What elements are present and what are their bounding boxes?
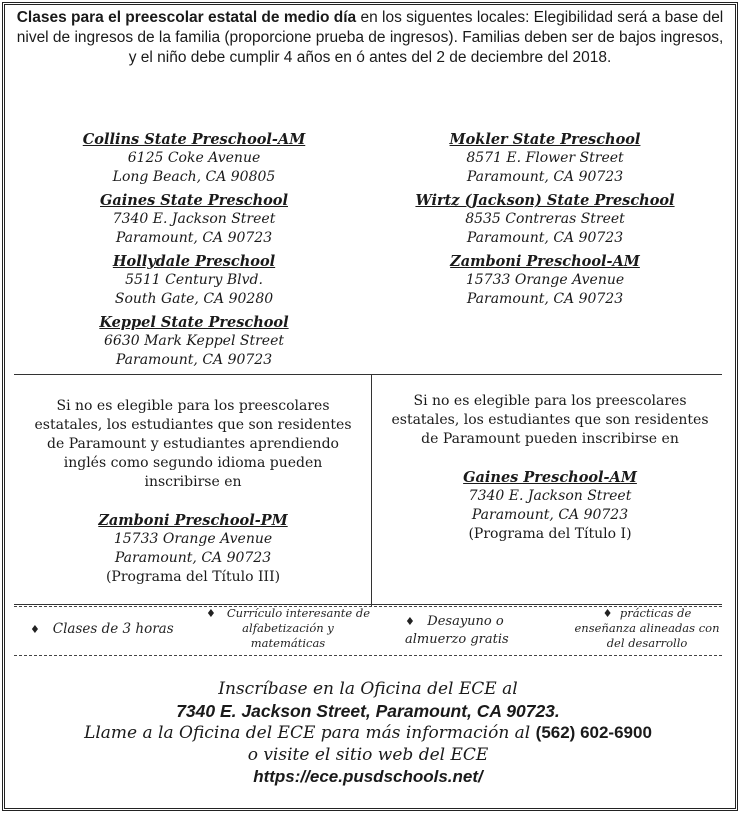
feature-text: Desayuno o almuerzo gratis bbox=[405, 614, 509, 647]
location-street: 6125 Coke Avenue bbox=[127, 150, 261, 166]
location-name: Hollydale Preschool bbox=[112, 253, 276, 270]
location-street: 7340 E. Jackson Street bbox=[112, 211, 276, 227]
feature-practices bbox=[572, 606, 722, 651]
location-entry bbox=[385, 191, 705, 248]
divider-vertical bbox=[371, 374, 372, 606]
footer-url-link[interactable]: https://ece.pusdschools.net/ bbox=[253, 767, 483, 786]
eligibility-street: 15733 Orange Avenue bbox=[113, 531, 273, 547]
footer-line3 bbox=[14, 722, 722, 744]
location-entry bbox=[34, 130, 354, 187]
locations-left-column bbox=[34, 130, 354, 374]
location-city: Paramount, CA 90723 bbox=[466, 230, 624, 246]
location-entry bbox=[34, 313, 354, 370]
intro-title: Clases para el preescolar estatal de medio día bbox=[16, 9, 357, 26]
location-entry bbox=[34, 191, 354, 248]
footer-call-text: Llame a la Oficina del ECE para más información al bbox=[84, 723, 536, 743]
eligibility-street: 7340 E. Jackson Street bbox=[468, 488, 632, 504]
divider-horizontal bbox=[14, 604, 722, 605]
location-name: Gaines State Preschool bbox=[100, 192, 288, 209]
location-city: Paramount, CA 90723 bbox=[466, 169, 624, 185]
location-street: 8571 E. Flower Street bbox=[466, 150, 624, 166]
eligibility-text: Si no es elegible para los preescolares estatales, los estudiantes que son residentes de Paramount pueden inscribirse en bbox=[391, 393, 709, 447]
eligibility-city: Paramount, CA 90723 bbox=[471, 507, 629, 523]
diamond-bullet-icon: ♦ bbox=[602, 607, 613, 620]
location-entry bbox=[385, 130, 705, 187]
eligibility-program: (Programa del Título III) bbox=[105, 569, 281, 585]
eligibility-city: Paramount, CA 90723 bbox=[114, 550, 272, 566]
feature-text: prácticas de enseñanza alineadas con del desarrollo bbox=[574, 606, 720, 650]
footer-line1: Inscríbase en la Oficina del ECE al bbox=[218, 679, 518, 699]
dashed-divider-bottom bbox=[14, 655, 722, 656]
divider-horizontal bbox=[14, 374, 722, 375]
location-city: Paramount, CA 90723 bbox=[115, 230, 273, 246]
eligibility-school-name: Zamboni Preschool-PM bbox=[98, 512, 288, 529]
intro-paragraph bbox=[14, 8, 726, 68]
location-name: Wirtz (Jackson) State Preschool bbox=[415, 192, 675, 209]
diamond-bullet-icon: ♦ bbox=[405, 615, 415, 628]
feature-curriculum bbox=[204, 606, 372, 651]
location-entry bbox=[34, 252, 354, 309]
eligibility-left bbox=[28, 397, 358, 587]
location-city: South Gate, CA 90280 bbox=[114, 291, 274, 307]
eligibility-program: (Programa del Título I) bbox=[468, 526, 632, 542]
footer bbox=[14, 678, 722, 788]
eligibility-text: Si no es elegible para los preescolares estatales, los estudiantes que son residentes de Paramount y estudiantes aprendiendo inglés como segundo idioma pueden inscribirse en bbox=[34, 398, 352, 490]
location-name: Zamboni Preschool-AM bbox=[450, 253, 640, 270]
location-street: 15733 Orange Avenue bbox=[465, 272, 625, 288]
footer-address: 7340 E. Jackson Street, Paramount, CA 90723. bbox=[176, 701, 560, 721]
intro-text: en los siguentes locales: Elegibilidad será a base del nivel de ingresos de la familia (proporcione prueba de ingresos). Familias deben ser de bajos ingresos, y el niño debe cumplir 4 años en ó antes del 2 de deciembre del 2018. bbox=[16, 9, 724, 66]
diamond-bullet-icon: ♦ bbox=[30, 623, 40, 636]
location-name: Mokler State Preschool bbox=[449, 131, 641, 148]
feature-text: Clases de 3 horas bbox=[52, 621, 174, 637]
location-name: Keppel State Preschool bbox=[99, 314, 289, 331]
diamond-bullet-icon: ♦ bbox=[205, 607, 216, 620]
feature-three-hours bbox=[30, 621, 190, 637]
eligibility-right bbox=[390, 392, 710, 544]
footer-line4: o visite el sitio web del ECE bbox=[247, 745, 489, 765]
footer-phone: (562) 602-6900 bbox=[535, 723, 652, 742]
location-street: 5511 Century Blvd. bbox=[125, 272, 263, 288]
location-city: Paramount, CA 90723 bbox=[115, 352, 273, 368]
eligibility-school-name: Gaines Preschool-AM bbox=[463, 469, 637, 486]
location-name: Collins State Preschool-AM bbox=[82, 131, 306, 148]
feature-text: Currículo interesante de alfabetización y matemáticas bbox=[226, 606, 371, 650]
location-city: Long Beach, CA 90805 bbox=[112, 169, 276, 185]
locations-right-column bbox=[385, 130, 705, 313]
location-entry bbox=[385, 252, 705, 309]
location-city: Paramount, CA 90723 bbox=[466, 291, 624, 307]
location-street: 8535 Contreras Street bbox=[465, 211, 625, 227]
location-street: 6630 Mark Keppel Street bbox=[104, 333, 284, 349]
feature-free-meals bbox=[405, 613, 535, 649]
